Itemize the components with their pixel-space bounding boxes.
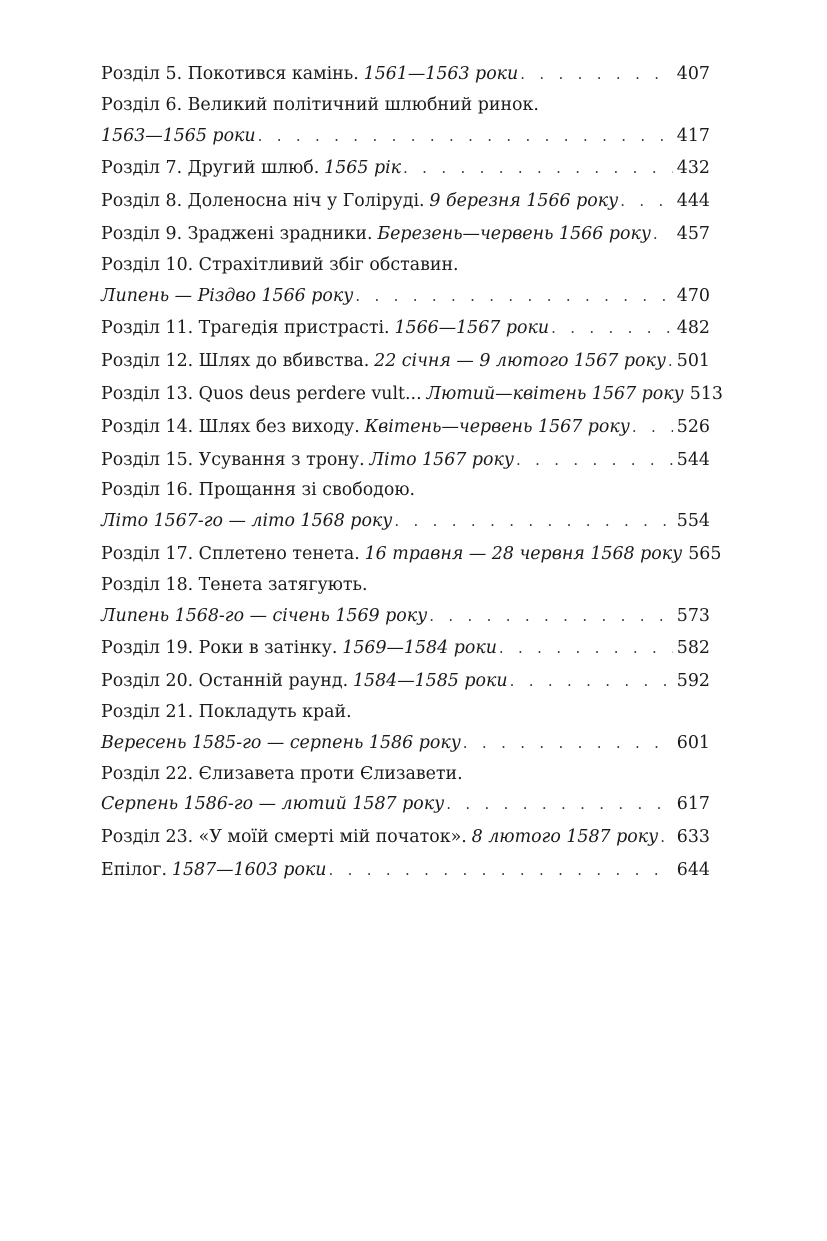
dot-leader [653,218,673,251]
dot-leader [446,788,673,821]
toc-entry-chapter-13[interactable] [101,378,723,411]
entry-dates: Лютий—квітень 1567 року [426,383,684,404]
dot-leader [429,600,673,633]
entry-dates: 9 березня 1566 року [429,191,619,212]
entry-dates: 16 травня — 28 червня 1568 року [364,543,683,564]
entry-dates: Вересень 1585-го — серпень 1586 року [101,732,461,753]
page-number: 601 [676,732,710,753]
entry-dates: 1563—1565 роки [101,125,256,146]
entry-title: Розділ 17. Сплетено тенета. [101,543,360,564]
toc-entry-chapter-11[interactable] [101,312,710,345]
entry-title: Розділ 11. Трагедія пристрасті. [101,318,390,339]
page-number: 526 [676,416,710,437]
entry-dates: 1584—1585 роки [352,671,508,692]
dot-leader [510,665,673,698]
page-number: 417 [676,125,710,146]
entry-title: Розділ 15. Усування з трону. [101,449,365,470]
dot-leader [516,444,673,477]
toc-entry-chapter-19[interactable] [101,632,710,665]
entry-title: Розділ 5. Покотився камінь. [101,64,359,84]
dot-leader [258,120,673,153]
entry-dates: Квітень—червень 1567 року [364,416,630,437]
entry-dates: Серпень 1586-го — лютий 1587 року [101,794,445,815]
page-number: 592 [676,671,710,692]
toc-entry-chapter-20[interactable] [101,665,710,698]
entry-dates: 1569—1584 роки [342,638,497,659]
page-number: 633 [676,827,710,848]
dot-leader [329,854,673,887]
dot-leader [520,58,673,91]
page-number: 482 [676,318,710,339]
entry-title: Розділ 14. Шлях без виходу. [101,416,360,437]
entry-dates: Літо 1567 року [369,449,514,470]
dot-leader [403,152,673,185]
toc-entry-chapter-6[interactable] [101,91,710,153]
dot-leader [463,727,673,760]
entry-title: Розділ 13. Quos deus perdere vult... [101,383,422,404]
dot-leader [355,280,672,313]
entry-dates: 8 лютого 1587 року [471,827,659,848]
entry-title: Розділ 8. Доленосна ніч у Голіруді. [101,191,425,212]
toc-entry-chapter-8[interactable] [101,185,710,218]
toc-entry-chapter-22[interactable] [101,760,710,822]
page-number: 582 [676,638,710,659]
dot-leader [499,632,673,665]
page-number: 644 [676,859,710,880]
toc-entry-chapter-23[interactable] [101,821,710,854]
toc-entry-epilogue[interactable] [101,854,710,887]
toc-entry-chapter-5[interactable] [101,58,710,91]
page-number: 544 [676,449,710,470]
page-number: 513 [689,383,723,404]
entry-title: Розділ 22. Єлизавета проти Єлизавети. [101,763,463,784]
toc-entry-chapter-18[interactable] [101,571,710,633]
dot-leader [394,505,672,538]
entry-dates: Березень—червень 1566 року [377,223,651,244]
page-number: 470 [676,285,710,306]
dot-leader [620,185,673,218]
page-number: 573 [676,605,710,626]
entry-dates: 1587—1603 роки [171,859,327,880]
dot-leader [551,312,673,345]
entry-dates: Липень — Різдво 1566 року [101,285,354,306]
dot-leader [632,411,673,444]
toc-entry-chapter-10[interactable] [101,251,710,313]
entry-dates: 1566—1567 роки [394,318,550,339]
entry-title: Розділ 12. Шлях до вбивства. [101,351,370,372]
toc-entry-chapter-15[interactable] [101,444,710,477]
entry-title: Розділ 16. Прощання зі свободою. [101,480,416,501]
entry-title: Розділ 23. «У моїй смерті мій початок». [101,827,467,848]
page-number: 565 [688,543,722,564]
entry-title: Розділ 9. Зраджені зрадники. [101,223,373,244]
toc-entry-chapter-9[interactable] [101,218,710,251]
toc-entry-chapter-21[interactable] [101,698,710,760]
entry-dates: 22 січня — 9 лютого 1567 року [374,351,666,372]
entry-title: Розділ 19. Роки в затінку. [101,638,338,659]
entry-dates: Липень 1568-го — січень 1569 року [101,605,428,626]
page-number: 457 [676,223,710,244]
entry-title: Розділ 7. Другий шлюб. [101,158,320,179]
dot-leader [660,821,673,854]
toc-entry-chapter-17[interactable] [101,538,722,571]
toc-entry-chapter-14[interactable] [101,411,710,444]
page-number: 444 [676,191,710,212]
entry-title: Розділ 21. Покладуть край. [101,701,352,722]
dot-leader [668,345,673,378]
page-number: 432 [676,158,710,179]
page-number: 501 [676,351,710,372]
entry-dates: 1561—1563 роки [363,64,519,84]
entry-dates: Літо 1567-го — літо 1568 року [101,511,393,532]
entry-title: Епілог. [101,859,168,880]
entry-title: Розділ 6. Великий політичний шлюбний ринок. [101,94,539,115]
entry-dates: 1565 рік [324,158,402,179]
page-number: 554 [676,511,710,532]
table-of-contents [101,58,723,887]
entry-title: Розділ 20. Останній раунд. [101,671,349,692]
entry-title: Розділ 18. Тенета затягують. [101,574,368,595]
page-number: 617 [676,794,710,815]
toc-entry-chapter-7[interactable] [101,152,710,185]
toc-entry-chapter-12[interactable] [101,345,710,378]
page-number: 407 [676,64,710,84]
toc-entry-chapter-16[interactable] [101,476,710,538]
entry-title: Розділ 10. Страхітливий збіг обставин. [101,254,459,275]
